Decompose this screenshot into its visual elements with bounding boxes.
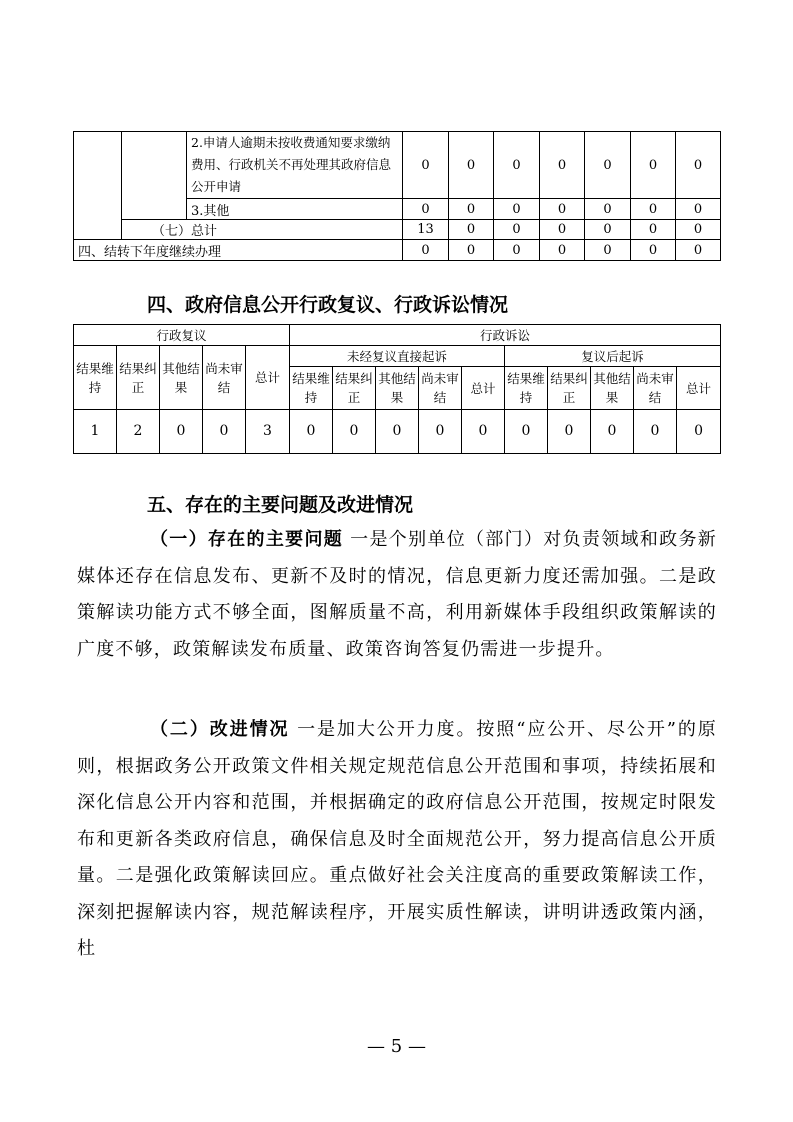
value-cell: 0 [419,410,462,454]
value-cell: 0 [449,132,494,199]
value-cell: 0 [160,410,203,454]
value-cell: 0 [376,410,419,454]
value-cell: 0 [631,132,676,199]
value-cell: 0 [548,410,591,454]
value-cell: 0 [585,199,631,220]
value-cell: 0 [540,240,585,261]
header-cell: 结果纠正 [333,367,376,410]
value-cell: 3 [246,410,290,454]
value-cell: 0 [494,132,540,199]
value-cell: 0 [449,240,494,261]
header-cell: 总计 [462,367,505,410]
value-cell: 0 [403,199,449,220]
value-cell: 0 [494,240,540,261]
value-cell: 0 [494,199,540,220]
table-row [74,325,721,346]
row-label: 四、结转下年度继续办理 [74,240,403,261]
value-cell: 0 [505,410,548,454]
paragraph-lead: （一）存在的主要问题 [150,529,344,550]
page-number: — 5 — [367,1036,426,1057]
review-litigation-table [73,324,721,454]
header-cell: 行政诉讼 [290,325,721,346]
value-cell: 0 [631,199,676,220]
section-heading: 四、政府信息公开行政复议、行政诉讼情况 [147,294,509,316]
value-cell: 2 [117,410,160,454]
value-cell: 0 [585,240,631,261]
header-cell: 结果纠正 [548,367,591,410]
value-cell: 0 [403,132,449,199]
value-cell: 0 [676,220,721,240]
paragraph-lead: （二）改进情况 [150,719,290,740]
value-cell: 0 [403,240,449,261]
header-cell: 复议后起诉 [505,346,721,367]
header-cell: 结果维持 [505,367,548,410]
value-cell: 0 [631,240,676,261]
value-cell: 0 [676,132,721,199]
header-cell: 其他结果 [591,367,634,410]
header-cell: 总计 [677,367,721,410]
value-cell: 0 [462,410,505,454]
header-cell: 结果维持 [290,367,333,410]
merged-cell [74,132,122,240]
value-cell: 0 [540,220,585,240]
value-cell: 0 [290,410,333,454]
value-cell: 0 [634,410,677,454]
value-cell: 13 [403,220,449,240]
header-cell: 尚未审结 [634,367,677,410]
value-cell: 0 [449,220,494,240]
header-cell: 尚未审结 [203,346,246,410]
section-heading: 五、存在的主要问题及改进情况 [147,494,414,516]
row-label: 2.申请人逾期未按收费通知要求缴纳费用、行政机关不再处理其政府信息公开申请 [187,132,403,199]
header-cell: 结果维持 [74,346,117,410]
header-cell: 总计 [246,346,290,410]
table-row [74,410,721,454]
value-cell: 0 [494,220,540,240]
table-row [74,132,721,199]
application-handling-table [73,131,721,261]
table-row [74,240,721,261]
value-cell: 0 [677,410,721,454]
row-label: 3.其他 [187,199,403,220]
value-cell: 0 [585,220,631,240]
table-row [74,220,721,240]
value-cell: 0 [540,132,585,199]
value-cell: 0 [585,132,631,199]
value-cell: 0 [540,199,585,220]
value-cell: 0 [631,220,676,240]
paragraph-text: 一是加大公开力度。按照“应公开、尽公开”的原则，根据政务公开政策文件相关规定规范信息公开范围和事项，持续拓展和深化信息公开内容和范围，并根据确定的政府信息公开范围，按规定时限发布和更新各类政府信息，确保信息及时全面规范公开，努力提高信息公开质量。二是强化政策解读回应。重点做好社会关注度高的重要政策解读工作，深刻把握解读内容，规范解读程序，开展实质性解读，讲明讲透政策内涵，杜 [77,719,718,959]
merged-cell [122,132,187,220]
paragraph [77,712,717,968]
header-cell: 其他结果 [376,367,419,410]
row-label: （七）总计 [122,220,403,240]
value-cell: 0 [203,410,246,454]
value-cell: 0 [676,199,721,220]
header-cell: 其他结果 [160,346,203,410]
value-cell: 0 [676,240,721,261]
value-cell: 0 [449,199,494,220]
paragraph [77,522,717,668]
value-cell: 0 [333,410,376,454]
paragraph-text: 一是个别单位（部门）对负责领域和政务新媒体还存在信息发布、更新不及时的情况，信息更新力度还需加强。二是政策解读功能方式不够全面，图解质量不高，利用新媒体手段组织政策解读的广度不够，政策解读发布质量、政策咨询答复仍需进一步提升。 [77,529,717,660]
header-cell: 行政复议 [74,325,290,346]
header-cell: 尚未审结 [419,367,462,410]
value-cell: 1 [74,410,117,454]
header-cell: 结果纠正 [117,346,160,410]
table-row [74,346,721,367]
value-cell: 0 [591,410,634,454]
header-cell: 未经复议直接起诉 [290,346,505,367]
